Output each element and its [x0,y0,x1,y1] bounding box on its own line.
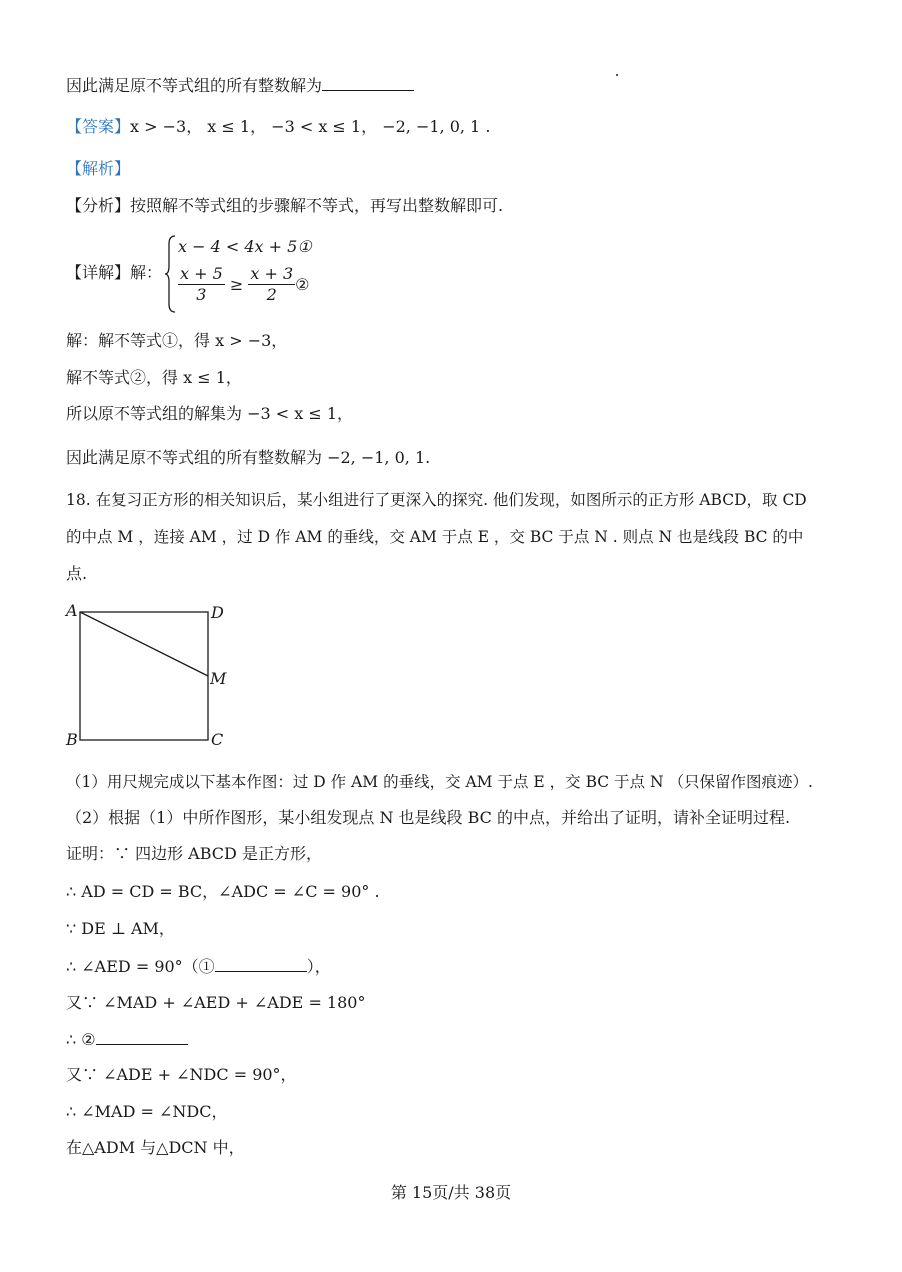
frac-left-num: x + 5 [180,264,223,283]
proof-line-8: ∴ ∠MAD = ∠NDC， [66,1102,228,1121]
fill-blank [322,74,414,91]
label-d: D [211,603,224,622]
step-1: 解：解不等式①，得 x > −3， [66,331,288,350]
proof-line-4-end: ）， [306,957,331,976]
label-a: A [66,601,78,620]
frac-right-num: x + 3 [250,264,294,283]
proof-line-1: 证明：∵ 四边形 ABCD 是正方形， [66,844,322,863]
circle-two-mark: ② [295,275,310,294]
inequality-1: x − 4 < 4x + 5① [178,237,312,256]
step-2: 解不等式②，得 x ≤ 1， [66,368,242,387]
step-3: 所以原不等式组的解集为 −3 < x ≤ 1， [66,404,354,423]
blank-1 [215,955,307,972]
frac-left-den: 3 [196,285,207,304]
stray-dot [616,74,618,76]
problem-18-line-3: 点. [66,564,88,583]
answer-line [66,116,490,138]
proof-line-2: ∴ AD = CD = BC，∠ADC = ∠C = 90° . [66,882,380,901]
proof-line-4 [66,955,331,978]
proof-line-9: 在△ADM 与△DCN 中， [66,1138,245,1157]
label-b: B [66,730,78,749]
problem-18-line-1: 18. 在复习正方形的相关知识后，某小组进行了更深入的探究. 他们发现，如图所示的正方形 ABCD，取 CD [66,491,807,509]
fraction-right [248,264,295,305]
segment-am [80,612,208,676]
question-2: （2）根据（1）中所作图形，某小组发现点 N 也是线段 BC 的中点，并给出了证明，请补全证明过程. [66,808,791,827]
label-c: C [211,730,224,749]
proof-line-4-text: ∴ ∠AED = 90°（① [66,957,215,976]
fraction-left [178,264,225,305]
answer-label: 【答案】 [66,117,131,136]
proof-line-6-text: ∴ ② [66,1030,96,1049]
intro-text: 因此满足原不等式组的所有整数解为 [66,76,323,95]
proof-line-5: 又∵ ∠MAD + ∠AED + ∠ADE = 180° [66,993,366,1012]
page-footer: 第 15页/共 38页 [390,1183,512,1202]
step-4: 因此满足原不等式组的所有整数解为 −2, −1, 0, 1. [66,448,431,467]
fenxi-line: 【分析】按照解不等式组的步骤解不等式，再写出整数解即可. [66,196,504,215]
problem-18-line-2: 的中点 M ，连接 AM ，过 D 作 AM 的垂线，交 AM 于点 E ，交 BC 于点 N . 则点 N 也是线段 BC 的中 [66,528,804,546]
square-figure [60,598,240,754]
brace-icon [164,234,178,314]
proof-line-3: ∵ DE ⊥ AM， [66,919,175,938]
blank-2 [96,1028,188,1045]
detail-label: 【详解】解： [66,263,163,282]
proof-line-6 [66,1028,188,1051]
frac-right-den: 2 [266,285,277,304]
label-m: M [210,669,227,688]
question-1: （1）用尺规完成以下基本作图：过 D 作 AM 的垂线，交 AM 于点 E ，交 BC 于点 N （只保留作图痕迹）. [66,773,813,791]
answer-text: x > −3， x ≤ 1， −3 < x ≤ 1， −2, −1, 0, 1 . [130,117,491,136]
analysis-label: 【解析】 [66,159,131,178]
proof-line-7: 又∵ ∠ADE + ∠NDC = 90°， [66,1065,297,1084]
geq-sign: ≥ [229,275,244,294]
inequality-2 [178,264,310,305]
intro-line [66,74,414,97]
square-abcd [80,612,208,740]
